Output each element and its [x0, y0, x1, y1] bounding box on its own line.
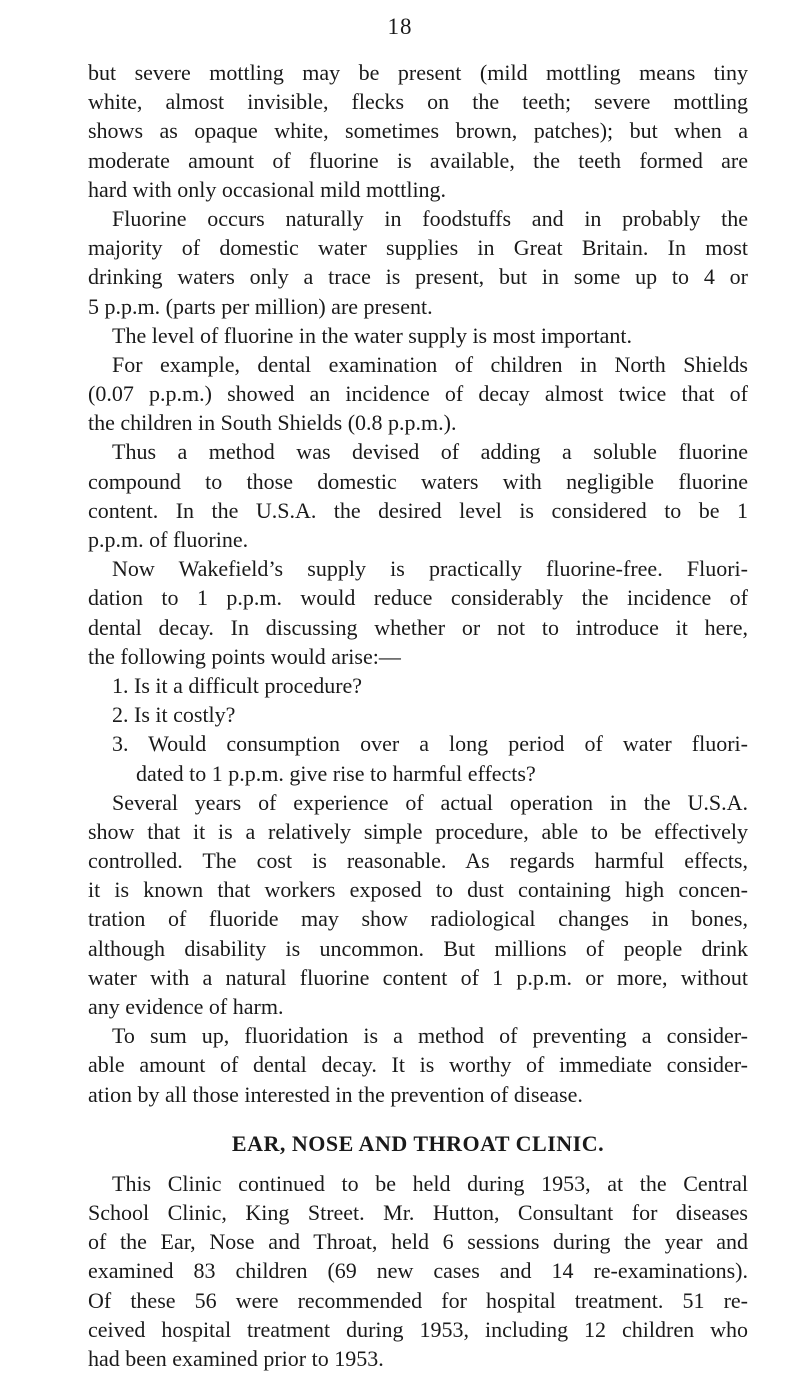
text-line: dation to 1 p.p.m. would reduce considerably the incidence of [88, 585, 748, 611]
text-line: The level of fluorine in the water supply is most important. [112, 322, 632, 348]
text-line: the children in South Shields (0.8 p.p.m.). [88, 410, 457, 436]
text-line: To sum up, fluoridation is a method of preventing a consider- [112, 1023, 748, 1049]
text-line: hard with only occasional mild mottling. [88, 176, 447, 202]
text-line: able amount of dental decay. It is worthy of immediate consider- [88, 1052, 748, 1078]
text-line: white, almost invisible, flecks on the teeth; severe mottling [88, 89, 748, 115]
text-line: but severe mottling may be present (mild mottling means tiny [88, 60, 748, 85]
text-line: School Clinic, King Street. Mr. Hutton, Consultant for diseases [88, 1199, 748, 1225]
list-item: 1. Is it a difficult procedure? [112, 672, 363, 698]
text-line: For example, dental examination of children in North Shields [112, 351, 748, 377]
text-line: moderate amount of fluorine is available, the teeth formed are [88, 147, 748, 173]
text-line: of the Ear, Nose and Throat, held 6 sessions during the year and [88, 1229, 748, 1255]
text-line: show that it is a relatively simple procedure, able to be effectively [88, 818, 748, 844]
text-line: ceived hospital treatment during 1953, including 12 children who [88, 1316, 748, 1342]
text-line: tration of fluoride may show radiological changes in bones, [88, 906, 748, 932]
text-line: compound to those domestic waters with negligible fluorine [88, 468, 748, 494]
text-line: any evidence of harm. [88, 994, 284, 1019]
text-line: p.p.m. of fluorine. [88, 527, 249, 552]
list-item: 2. Is it costly? [112, 702, 236, 728]
text-line: the following points would arise:— [88, 643, 401, 669]
text-line: content. In the U.S.A. the desired level is considered to be 1 [88, 497, 748, 523]
text-line: ation by all those interested in the prevention of disease. [88, 1081, 583, 1107]
text-line: drinking waters only a trace is present, but in some up to 4 or [88, 264, 748, 290]
text-line: This Clinic continued to be held during 1953, at the Central [112, 1170, 748, 1196]
text-line: had been examined prior to 1953. [88, 1345, 384, 1371]
text-line: (0.07 p.p.m.) showed an incidence of decay almost twice that of [88, 381, 748, 407]
list-item-continuation: dated to 1 p.p.m. give rise to harmful effects? [136, 760, 536, 786]
text-line: it is known that workers exposed to dust containing high concen- [88, 877, 748, 903]
text-line: Thus a method was devised of adding a soluble fluorine [112, 439, 748, 465]
text-line: examined 83 children (69 new cases and 14 re-examinations). [88, 1258, 748, 1284]
list-item: 3. Would consumption over a long period of water fluori- [112, 731, 748, 757]
text-line: Of these 56 were recommended for hospital treatment. 51 re- [88, 1287, 748, 1313]
text-line: 5 p.p.m. (parts per million) are present. [88, 293, 433, 319]
text-line: Fluorine occurs naturally in foodstuffs and in probably the [112, 205, 748, 231]
text-line: dental decay. In discussing whether or not to introduce it here, [88, 614, 748, 640]
text-line: although disability is uncommon. But millions of people drink [88, 935, 748, 961]
page-number: 18 [387, 14, 413, 39]
text-line: Several years of experience of actual operation in the U.S.A. [112, 789, 748, 815]
text-line: controlled. The cost is reasonable. As regards harmful effects, [88, 848, 748, 874]
section-heading: EAR, NOSE AND THROAT CLINIC. [231, 1130, 605, 1156]
text-line: majority of domestic water supplies in Great Britain. In most [88, 235, 748, 261]
body-text [88, 58, 748, 1373]
text-line: water with a natural fluorine content of 1 p.p.m. or more, without [88, 964, 748, 990]
text-line: shows as opaque white, sometimes brown, patches); but when a [88, 118, 748, 144]
text-line: Now Wakefield’s supply is practically fluorine-free. Fluori- [112, 556, 748, 582]
